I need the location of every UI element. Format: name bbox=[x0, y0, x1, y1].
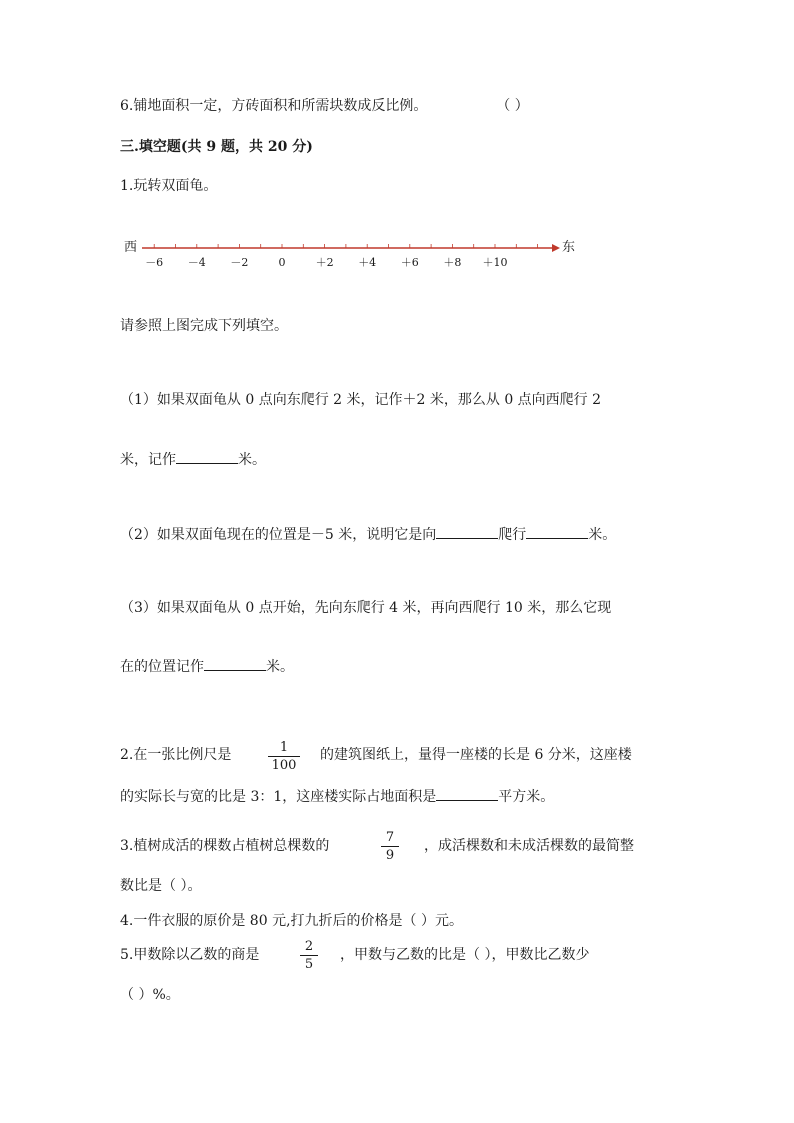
answer-blank[interactable] bbox=[204, 656, 266, 671]
axis-arrow bbox=[552, 244, 560, 252]
fraction-1-100: 1 100 bbox=[268, 740, 300, 773]
question-2-line1-post: 的建筑图纸上，量得一座楼的长是 6 分米，这座楼 bbox=[320, 747, 632, 763]
answer-blank[interactable] bbox=[176, 449, 238, 464]
tick-label: ＋2 bbox=[315, 256, 334, 269]
question-5-line1: 5.甲数除以乙数的商是 bbox=[120, 947, 260, 963]
fraction-7-9: 7 9 bbox=[381, 830, 399, 863]
question-5-line2: （ ）%。 bbox=[120, 987, 180, 1003]
question-text: 6.铺地面积一定，方砖面积和所需块数成反比例。 bbox=[120, 98, 428, 114]
question-4: 4.一件衣服的原价是 80 元,打九折后的价格是（ ）元。 bbox=[120, 913, 463, 929]
tick-label: ＋10 bbox=[482, 256, 508, 269]
question-3-line1-post: ，成活棵数和未成活棵数的最简整 bbox=[424, 838, 634, 854]
tick-label: ＋6 bbox=[400, 256, 419, 269]
east-label: 东 bbox=[562, 240, 576, 255]
answer-blank[interactable] bbox=[436, 524, 498, 539]
number-line bbox=[0, 232, 794, 292]
sub-question-1a: （1）如果双面龟从 0 点向东爬行 2 米，记作＋2 米，那么从 0 点向西爬行 2 bbox=[120, 392, 602, 408]
tick-label: ＋8 bbox=[443, 256, 462, 269]
question-6-prev bbox=[120, 96, 529, 116]
west-label: 西 bbox=[124, 240, 138, 255]
question-1-title: 1.玩转双面龟。 bbox=[120, 178, 218, 194]
answer-paren: （ ） bbox=[496, 98, 529, 114]
question-5-line1-post: ，甲数与乙数的比是（ ），甲数比乙数少 bbox=[340, 947, 590, 963]
tick-label: －2 bbox=[230, 256, 249, 269]
tick-label: ＋4 bbox=[358, 256, 377, 269]
tick-label: －4 bbox=[187, 256, 206, 269]
sub-question-3a: （3）如果双面龟从 0 点开始，先向东爬行 4 米，再向西爬行 10 米，那么它现 bbox=[120, 600, 612, 616]
tick-label: 0 bbox=[278, 256, 286, 269]
fraction-2-5: 2 5 bbox=[300, 939, 318, 972]
sub-question-2: （2）如果双面龟现在的位置是－5 米，说明它是向 爬行 米。 bbox=[120, 524, 616, 545]
sub-question-1b: 米，记作 米。 bbox=[120, 449, 266, 470]
section-title: 三.填空题(共 9 题，共 20 分) bbox=[120, 139, 313, 155]
tick-label: －6 bbox=[145, 256, 164, 269]
question-3-line1: 3.植树成活的棵数占植树总棵数的 bbox=[120, 838, 330, 854]
sub-question-3b: 在的位置记作 米。 bbox=[120, 656, 294, 677]
answer-blank[interactable] bbox=[436, 786, 498, 801]
answer-blank[interactable] bbox=[526, 524, 588, 539]
instruction: 请参照上图完成下列填空。 bbox=[120, 318, 288, 334]
question-2-line2: 的实际长与宽的比是 3：1，这座楼实际占地面积是 平方米。 bbox=[120, 786, 554, 807]
question-3-line2: 数比是（ ）。 bbox=[120, 878, 202, 894]
question-2-line1: 2.在一张比例尺是 bbox=[120, 747, 232, 763]
